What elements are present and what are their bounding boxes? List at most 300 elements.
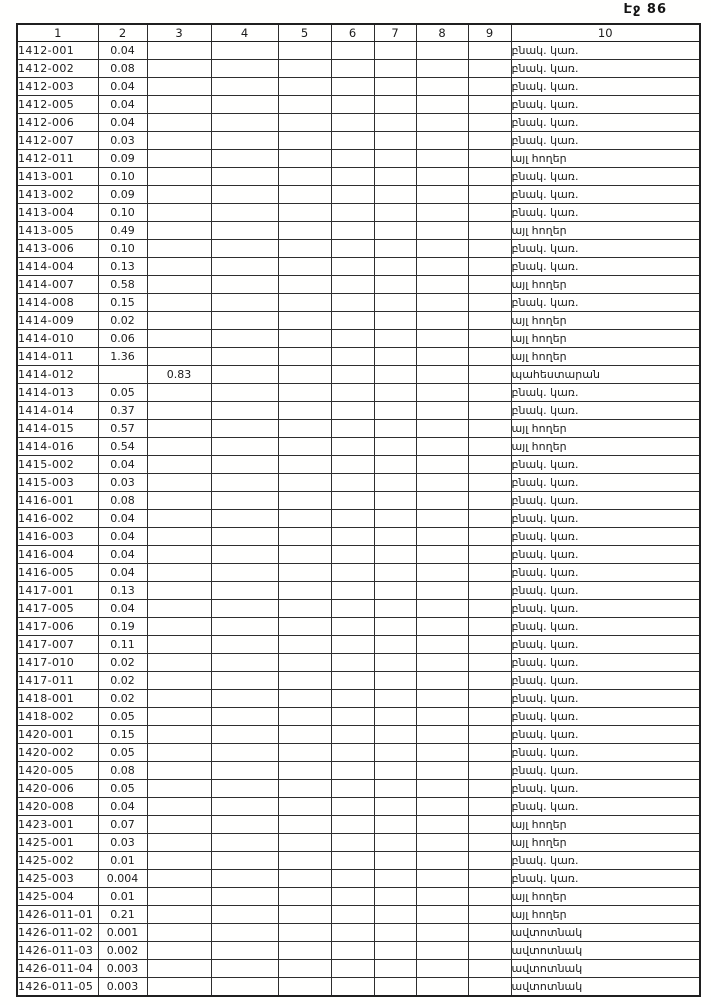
cell-empty [211, 258, 278, 276]
cell-parcel-code: 1418-002 [17, 708, 98, 726]
cell-empty [468, 276, 511, 294]
table-row [17, 690, 700, 708]
cell-empty [468, 150, 511, 168]
cell-empty [468, 330, 511, 348]
cell-empty [278, 60, 331, 78]
cell-col3-value [147, 276, 211, 294]
cell-empty [416, 528, 468, 546]
cell-empty [331, 42, 374, 60]
cell-land-use: ավտոտնակ [511, 978, 700, 997]
cell-land-use: բնակ. կառ. [511, 672, 700, 690]
cell-col3-value [147, 204, 211, 222]
cell-land-use: բնակ. կառ. [511, 870, 700, 888]
cell-empty [374, 888, 416, 906]
column-header-7: 7 [374, 24, 416, 42]
cell-empty [374, 438, 416, 456]
cell-empty [468, 384, 511, 402]
cell-land-use: բնակ. կառ. [511, 618, 700, 636]
cell-empty [278, 564, 331, 582]
cell-land-use: բնակ. կառ. [511, 240, 700, 258]
cell-col3-value [147, 96, 211, 114]
cell-empty [278, 906, 331, 924]
cell-empty [468, 852, 511, 870]
cell-area-value: 0.002 [98, 942, 147, 960]
cell-empty [374, 960, 416, 978]
table-body [17, 42, 700, 997]
cell-empty [278, 150, 331, 168]
cell-land-use: այլ հողեր [511, 420, 700, 438]
table-row [17, 114, 700, 132]
cell-empty [416, 564, 468, 582]
cell-empty [211, 420, 278, 438]
cell-parcel-code: 1412-011 [17, 150, 98, 168]
cell-empty [331, 78, 374, 96]
cell-empty [374, 834, 416, 852]
cell-parcel-code: 1416-004 [17, 546, 98, 564]
cell-empty [416, 708, 468, 726]
cell-col3-value [147, 582, 211, 600]
cell-land-use: բնակ. կառ. [511, 726, 700, 744]
cell-empty [416, 906, 468, 924]
cell-col3-value [147, 132, 211, 150]
cell-land-use: բնակ. կառ. [511, 42, 700, 60]
cell-empty [416, 168, 468, 186]
cell-empty [416, 420, 468, 438]
cell-parcel-code: 1420-002 [17, 744, 98, 762]
cell-parcel-code: 1412-001 [17, 42, 98, 60]
cell-area-value: 0.04 [98, 600, 147, 618]
cell-empty [468, 312, 511, 330]
cell-empty [374, 762, 416, 780]
cell-empty [416, 60, 468, 78]
cell-empty [331, 456, 374, 474]
cell-empty [211, 582, 278, 600]
cell-parcel-code: 1414-016 [17, 438, 98, 456]
cell-empty [278, 276, 331, 294]
cell-area-value: 0.04 [98, 78, 147, 96]
cell-empty [278, 510, 331, 528]
cell-empty [331, 942, 374, 960]
cell-empty [416, 258, 468, 276]
cell-empty [416, 960, 468, 978]
cell-empty [211, 60, 278, 78]
cell-empty [416, 78, 468, 96]
cell-empty [211, 240, 278, 258]
cell-area-value: 0.15 [98, 294, 147, 312]
cell-area-value: 0.05 [98, 744, 147, 762]
cell-area-value: 0.37 [98, 402, 147, 420]
cell-empty [211, 672, 278, 690]
cell-empty [416, 546, 468, 564]
cell-empty [211, 114, 278, 132]
cell-area-value: 0.02 [98, 312, 147, 330]
table-row [17, 384, 700, 402]
cell-empty [374, 600, 416, 618]
cell-parcel-code: 1420-006 [17, 780, 98, 798]
cell-empty [468, 960, 511, 978]
cell-empty [468, 474, 511, 492]
cell-col3-value [147, 114, 211, 132]
cell-area-value: 0.13 [98, 582, 147, 600]
cell-area-value: 0.08 [98, 762, 147, 780]
cell-col3-value [147, 960, 211, 978]
cell-empty [278, 690, 331, 708]
cell-empty [374, 222, 416, 240]
cell-parcel-code: 1414-012 [17, 366, 98, 384]
cell-land-use: ավտոտնակ [511, 924, 700, 942]
cell-empty [331, 276, 374, 294]
cell-empty [278, 924, 331, 942]
cell-empty [278, 762, 331, 780]
cell-empty [211, 132, 278, 150]
cell-land-use: պահեստարան [511, 366, 700, 384]
cell-empty [331, 492, 374, 510]
cell-land-use: բնակ. կառ. [511, 546, 700, 564]
cell-empty [468, 942, 511, 960]
cell-empty [416, 726, 468, 744]
cell-area-value: 0.09 [98, 150, 147, 168]
table-row [17, 420, 700, 438]
cell-parcel-code: 1416-002 [17, 510, 98, 528]
cell-parcel-code: 1416-003 [17, 528, 98, 546]
cell-empty [468, 258, 511, 276]
cell-col3-value [147, 852, 211, 870]
column-header-9: 9 [468, 24, 511, 42]
cell-empty [416, 600, 468, 618]
cell-empty [468, 114, 511, 132]
cell-empty [374, 78, 416, 96]
cell-col3-value [147, 744, 211, 762]
cell-empty [374, 582, 416, 600]
cell-empty [278, 402, 331, 420]
cell-empty [416, 402, 468, 420]
cell-empty [211, 798, 278, 816]
cell-empty [331, 240, 374, 258]
cell-empty [416, 888, 468, 906]
cell-empty [211, 726, 278, 744]
cell-land-use: բնակ. կառ. [511, 186, 700, 204]
cell-area-value: 0.08 [98, 492, 147, 510]
cell-parcel-code: 1420-005 [17, 762, 98, 780]
cell-col3-value [147, 924, 211, 942]
cell-col3-value [147, 186, 211, 204]
cell-empty [416, 510, 468, 528]
cell-empty [278, 942, 331, 960]
cell-empty [211, 150, 278, 168]
table-row [17, 168, 700, 186]
cell-parcel-code: 1425-004 [17, 888, 98, 906]
cell-empty [278, 888, 331, 906]
cell-empty [278, 672, 331, 690]
cell-col3-value [147, 402, 211, 420]
cell-empty [331, 150, 374, 168]
cell-area-value: 0.15 [98, 726, 147, 744]
cell-empty [278, 582, 331, 600]
cell-empty [374, 384, 416, 402]
cell-empty [468, 726, 511, 744]
cell-empty [331, 168, 374, 186]
cell-empty [468, 708, 511, 726]
cell-empty [374, 942, 416, 960]
cell-area-value: 0.13 [98, 258, 147, 276]
table-row [17, 348, 700, 366]
cell-empty [211, 276, 278, 294]
cell-area-value: 0.03 [98, 834, 147, 852]
cell-empty [374, 780, 416, 798]
cell-empty [468, 60, 511, 78]
cell-empty [331, 708, 374, 726]
cell-empty [374, 744, 416, 762]
cell-empty [211, 510, 278, 528]
cell-parcel-code: 1413-002 [17, 186, 98, 204]
table-row [17, 240, 700, 258]
table-header-row [17, 24, 700, 42]
cell-empty [211, 888, 278, 906]
cell-col3-value [147, 618, 211, 636]
cell-empty [211, 780, 278, 798]
cell-area-value: 0.04 [98, 546, 147, 564]
cell-land-use: բնակ. կառ. [511, 294, 700, 312]
cell-empty [278, 528, 331, 546]
cell-land-use: բնակ. կառ. [511, 114, 700, 132]
cell-land-use: բնակ. կառ. [511, 744, 700, 762]
cell-empty [416, 186, 468, 204]
cell-empty [416, 978, 468, 997]
cell-empty [331, 618, 374, 636]
cell-empty [278, 654, 331, 672]
cell-parcel-code: 1417-001 [17, 582, 98, 600]
cell-area-value: 0.10 [98, 240, 147, 258]
cell-land-use: բնակ. կառ. [511, 708, 700, 726]
cell-empty [374, 60, 416, 78]
cell-col3-value [147, 384, 211, 402]
cell-area-value: 0.02 [98, 654, 147, 672]
cell-empty [331, 600, 374, 618]
cell-empty [416, 348, 468, 366]
cell-parcel-code: 1416-001 [17, 492, 98, 510]
cell-parcel-code: 1425-002 [17, 852, 98, 870]
cell-empty [468, 42, 511, 60]
cell-empty [278, 870, 331, 888]
cell-area-value: 0.04 [98, 96, 147, 114]
cell-land-use: բնակ. կառ. [511, 762, 700, 780]
cell-empty [416, 762, 468, 780]
cell-empty [416, 870, 468, 888]
table-row [17, 834, 700, 852]
cell-area-value: 0.04 [98, 456, 147, 474]
cell-area-value: 0.04 [98, 798, 147, 816]
cell-parcel-code: 1417-010 [17, 654, 98, 672]
cell-parcel-code: 1414-008 [17, 294, 98, 312]
cell-empty [211, 690, 278, 708]
cell-empty [211, 654, 278, 672]
cell-area-value: 0.01 [98, 888, 147, 906]
cell-empty [416, 240, 468, 258]
cell-land-use: բնակ. կառ. [511, 780, 700, 798]
page-number-label: Էջ 86 [623, 2, 667, 17]
cell-empty [416, 672, 468, 690]
cell-empty [278, 330, 331, 348]
cell-empty [278, 258, 331, 276]
cell-empty [374, 330, 416, 348]
cell-empty [468, 888, 511, 906]
cell-empty [374, 978, 416, 997]
cell-empty [278, 726, 331, 744]
cell-empty [468, 978, 511, 997]
cell-empty [278, 42, 331, 60]
table-row [17, 294, 700, 312]
cell-land-use: այլ հողեր [511, 150, 700, 168]
cell-empty [211, 96, 278, 114]
cell-col3-value [147, 60, 211, 78]
cell-empty [211, 600, 278, 618]
column-header-1: 1 [17, 24, 98, 42]
table-row [17, 186, 700, 204]
cell-empty [374, 96, 416, 114]
cell-land-use: այլ հողեր [511, 816, 700, 834]
cell-empty [416, 618, 468, 636]
cell-empty [468, 582, 511, 600]
cell-land-use: բնակ. կառ. [511, 258, 700, 276]
cell-parcel-code: 1426-011-02 [17, 924, 98, 942]
cell-empty [416, 924, 468, 942]
cell-empty [331, 744, 374, 762]
cell-empty [278, 474, 331, 492]
cell-empty [468, 420, 511, 438]
cell-empty [374, 492, 416, 510]
cell-empty [211, 978, 278, 997]
cell-empty [278, 96, 331, 114]
cell-area-value: 0.11 [98, 636, 147, 654]
cell-empty [468, 204, 511, 222]
cell-empty [331, 906, 374, 924]
cell-area-value: 0.02 [98, 672, 147, 690]
column-header-4: 4 [211, 24, 278, 42]
cell-land-use: բնակ. կառ. [511, 60, 700, 78]
cell-empty [468, 510, 511, 528]
cell-empty [374, 456, 416, 474]
cell-empty [211, 960, 278, 978]
cell-land-use: բնակ. կառ. [511, 456, 700, 474]
cell-empty [211, 312, 278, 330]
cell-empty [211, 204, 278, 222]
cell-empty [416, 852, 468, 870]
table-row [17, 204, 700, 222]
cell-col3-value [147, 528, 211, 546]
cell-empty [374, 186, 416, 204]
cell-empty [416, 492, 468, 510]
cell-parcel-code: 1414-010 [17, 330, 98, 348]
cell-empty [211, 222, 278, 240]
cell-empty [468, 780, 511, 798]
cell-col3-value [147, 438, 211, 456]
cell-empty [278, 366, 331, 384]
cell-empty [211, 438, 278, 456]
cell-col3-value [147, 672, 211, 690]
cell-area-value: 0.19 [98, 618, 147, 636]
cell-empty [331, 348, 374, 366]
cell-empty [468, 402, 511, 420]
table-row [17, 870, 700, 888]
cell-empty [468, 528, 511, 546]
cell-empty [374, 870, 416, 888]
cell-area-value: 0.04 [98, 564, 147, 582]
cell-col3-value [147, 708, 211, 726]
table-row [17, 852, 700, 870]
cell-empty [331, 528, 374, 546]
cell-area-value: 0.04 [98, 528, 147, 546]
cell-empty [211, 294, 278, 312]
cell-area-value: 0.49 [98, 222, 147, 240]
cell-empty [416, 96, 468, 114]
cell-empty [416, 114, 468, 132]
cell-col3-value [147, 240, 211, 258]
cell-empty [331, 564, 374, 582]
cell-parcel-code: 1425-001 [17, 834, 98, 852]
table-row [17, 546, 700, 564]
cell-empty [211, 618, 278, 636]
cell-empty [374, 510, 416, 528]
cell-area-value: 0.02 [98, 690, 147, 708]
cell-empty [331, 186, 374, 204]
cell-parcel-code: 1415-003 [17, 474, 98, 492]
cell-land-use: ավտոտնակ [511, 942, 700, 960]
table-row [17, 330, 700, 348]
cell-area-value: 0.05 [98, 384, 147, 402]
column-header-8: 8 [416, 24, 468, 42]
cell-area-value: 0.03 [98, 132, 147, 150]
cell-area-value: 0.10 [98, 204, 147, 222]
cell-parcel-code: 1417-005 [17, 600, 98, 618]
cell-empty [278, 240, 331, 258]
cell-area-value: 0.09 [98, 186, 147, 204]
table-row [17, 510, 700, 528]
cell-empty [374, 618, 416, 636]
cell-empty [278, 816, 331, 834]
cell-empty [211, 762, 278, 780]
cell-empty [331, 798, 374, 816]
cell-parcel-code: 1413-006 [17, 240, 98, 258]
cell-land-use: այլ հողեր [511, 348, 700, 366]
cell-parcel-code: 1412-007 [17, 132, 98, 150]
cell-empty [331, 60, 374, 78]
cell-col3-value [147, 798, 211, 816]
cell-empty [211, 384, 278, 402]
cell-empty [468, 816, 511, 834]
cell-empty [374, 528, 416, 546]
cell-empty [278, 420, 331, 438]
cell-col3-value [147, 42, 211, 60]
cell-area-value: 0.004 [98, 870, 147, 888]
cell-area-value: 0.07 [98, 816, 147, 834]
cell-col3-value [147, 294, 211, 312]
cell-empty [331, 96, 374, 114]
table-row [17, 528, 700, 546]
cell-col3-value [147, 690, 211, 708]
cell-empty [211, 636, 278, 654]
cell-empty [278, 600, 331, 618]
cell-empty [278, 114, 331, 132]
cell-col3-value [147, 222, 211, 240]
cell-col3-value [147, 456, 211, 474]
cell-empty [278, 438, 331, 456]
cell-empty [331, 636, 374, 654]
cell-parcel-code: 1417-006 [17, 618, 98, 636]
table-row [17, 564, 700, 582]
cell-parcel-code: 1417-007 [17, 636, 98, 654]
cell-empty [278, 312, 331, 330]
cell-empty [468, 654, 511, 672]
